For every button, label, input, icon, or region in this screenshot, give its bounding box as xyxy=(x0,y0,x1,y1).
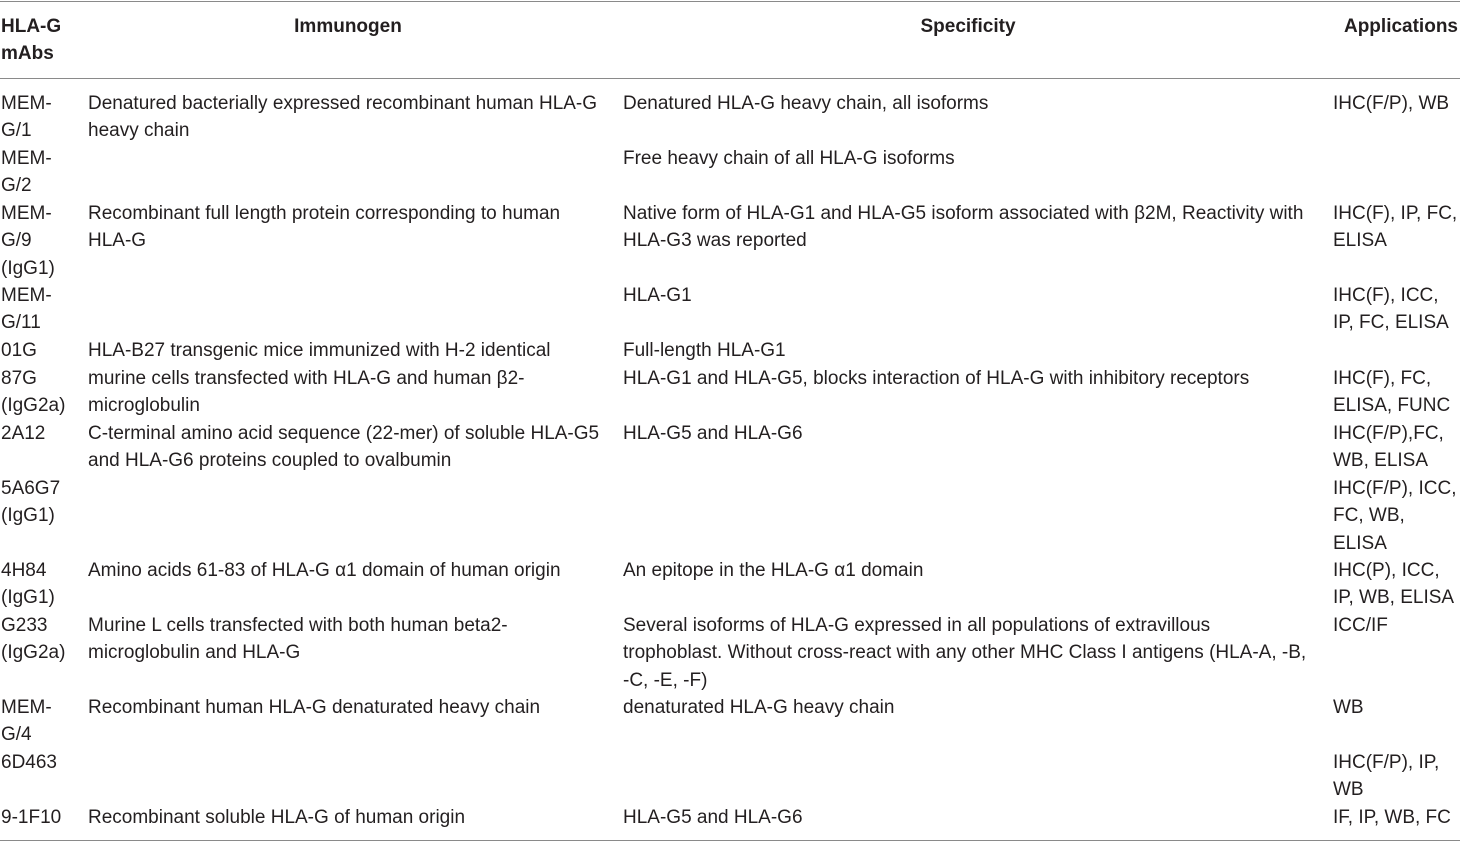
cell-applications: IHC(F/P), ICC, FC, WB, ELISA xyxy=(1333,478,1457,554)
cell-applications: ICC/IF xyxy=(1333,615,1388,636)
bottom-rule xyxy=(0,840,1460,841)
cell-specificity: HLA-G5 and HLA-G6 xyxy=(623,423,803,444)
cell-specificity: Full-length HLA-G1 xyxy=(623,340,786,361)
cell-applications: IHC(F/P), WB xyxy=(1333,93,1450,114)
header-mabs: HLA-G mAbs xyxy=(1,16,62,64)
header-immunogen: Immunogen xyxy=(294,16,402,37)
cell-applications: IHC(F/P), IP, WB xyxy=(1333,752,1440,801)
header-rule xyxy=(0,78,1460,79)
cell-applications: IF, IP, WB, FC xyxy=(1333,807,1451,828)
cell-mabs: 2A12 xyxy=(1,423,46,444)
cell-specificity: HLA-G1 and HLA-G5, blocks interaction of HLA-G with inhibitory receptors xyxy=(623,368,1250,389)
cell-mabs: MEM-G/1 xyxy=(1,93,52,142)
cell-specificity: HLA-G5 and HLA-G6 xyxy=(623,807,803,828)
cell-specificity: An epitope in the HLA-G α1 domain xyxy=(623,560,924,581)
cell-specificity: Free heavy chain of all HLA-G isoforms xyxy=(623,148,955,169)
cell-mabs: G233 (IgG2a) xyxy=(1,615,66,664)
cell-specificity: Native form of HLA-G1 and HLA-G5 isoform associated with β2M, Reactivity with HLA-G3 was reported xyxy=(623,203,1304,252)
header-specificity: Specificity xyxy=(920,16,1016,37)
cell-mabs: MEM-G/9 (IgG1) xyxy=(1,203,55,279)
cell-applications: IHC(F/P),FC, WB, ELISA xyxy=(1333,423,1444,472)
cell-specificity: HLA-G1 xyxy=(623,285,692,306)
cell-mabs: 01G xyxy=(1,340,37,361)
cell-immunogen: Denatured bacterially expressed recombinant human HLA-G heavy chain xyxy=(88,93,598,142)
cell-specificity: Denatured HLA-G heavy chain, all isoforms xyxy=(623,93,989,114)
cell-applications: IHC(F), IP, FC, ELISA xyxy=(1333,203,1458,252)
cell-immunogen: Recombinant soluble HLA-G of human origin xyxy=(88,807,466,828)
cell-mabs: 4H84 (IgG1) xyxy=(1,560,55,609)
cell-mabs: MEM-G/2 xyxy=(1,148,52,197)
cell-applications: WB xyxy=(1333,697,1364,718)
cell-mabs: MEM-G/11 xyxy=(1,285,52,334)
top-rule xyxy=(0,1,1460,2)
cell-immunogen: HLA-B27 transgenic mice immunized with H-2 identical xyxy=(88,340,551,361)
cell-immunogen: Recombinant full length protein corresponding to human HLA-G xyxy=(88,203,561,252)
cell-mabs: 87G (IgG2a) xyxy=(1,368,66,417)
cell-specificity: denaturated HLA-G heavy chain xyxy=(623,697,895,718)
cell-specificity: Several isoforms of HLA-G expressed in all populations of extravillous trophoblast. Without cross-react with any other MHC Class I antigens (HLA-A, -B, -C, -E, -F) xyxy=(623,615,1307,691)
cell-immunogen: Amino acids 61-83 of HLA-G α1 domain of human origin xyxy=(88,560,561,581)
cell-immunogen: Recombinant human HLA-G denaturated heavy chain xyxy=(88,697,541,718)
cell-mabs: 9-1F10 xyxy=(1,807,62,828)
cell-applications: IHC(F), FC, ELISA, FUNC xyxy=(1333,368,1451,417)
cell-applications: IHC(P), ICC, IP, WB, ELISA xyxy=(1333,560,1455,609)
cell-immunogen: C-terminal amino acid sequence (22-mer) of soluble HLA-G5 and HLA-G6 proteins coupled to ovalbumin xyxy=(88,423,600,472)
cell-immunogen: murine cells transfected with HLA-G and human β2-microglobulin xyxy=(88,368,525,417)
cell-mabs: MEM-G/4 xyxy=(1,697,52,746)
cell-applications: IHC(F), ICC, IP, FC, ELISA xyxy=(1333,285,1449,334)
cell-immunogen: Murine L cells transfected with both human beta2-microglobulin and HLA-G xyxy=(88,615,508,664)
header-applications: Applications xyxy=(1343,16,1458,37)
cell-mabs: 6D463 xyxy=(1,752,57,773)
cell-mabs: 5A6G7 (IgG1) xyxy=(1,478,61,527)
